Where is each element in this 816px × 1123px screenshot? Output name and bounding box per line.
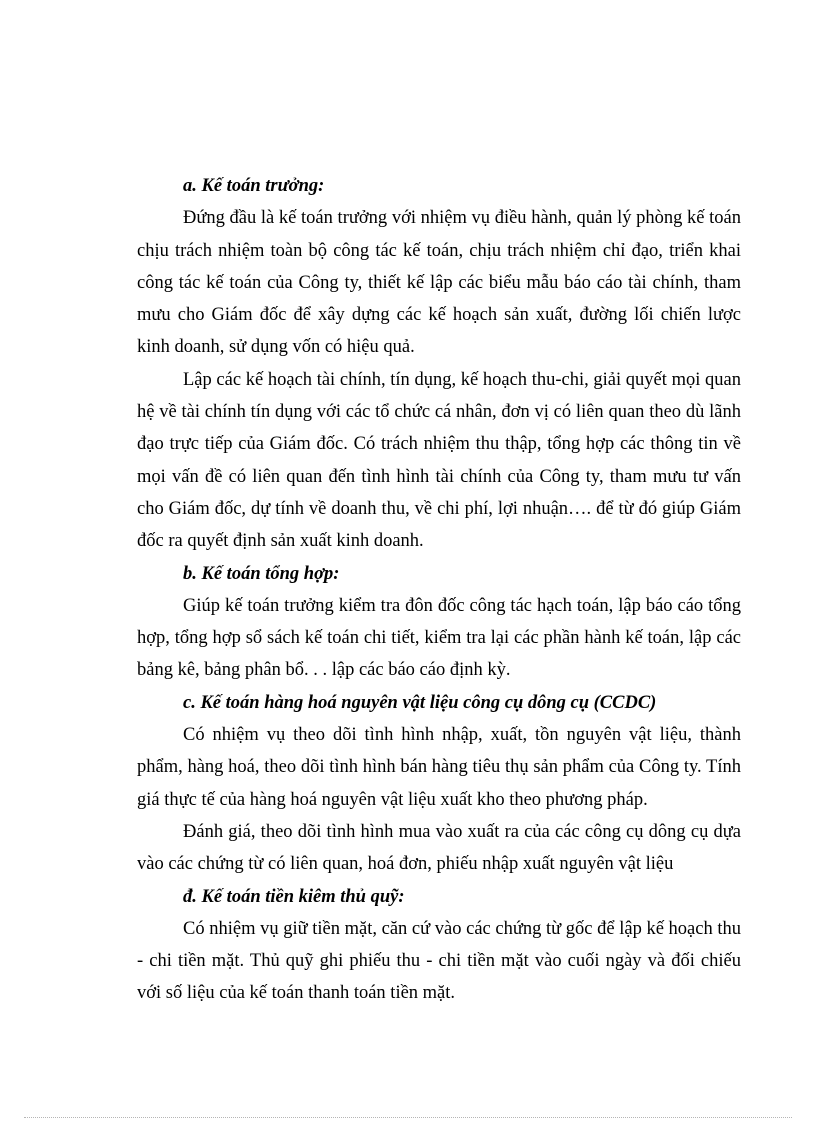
section-heading-ke-toan-tong-hop: b. Kế toán tổng hợp: — [183, 563, 340, 584]
paragraph: Đánh giá, theo dõi tình hình mua vào xuất ra của các công cụ dông cụ dựa vào các chứng từ có liên quan, hoá đơn, phiếu nhập xuất nguyên vật liệu — [137, 821, 741, 875]
paragraph: Có nhiệm vụ theo dõi tình hình nhập, xuất, tồn nguyên vật liệu, thành phẩm, hàng hoá, theo dõi tình hình bán hàng tiêu thụ sản phẩm của Công ty. Tính giá thực tế của hàng hoá nguyên vật liệu xuất kho theo phương pháp. — [137, 725, 741, 810]
footer-divider — [24, 1117, 792, 1118]
paragraph: Giúp kế toán trưởng kiểm tra đôn đốc công tác hạch toán, lập báo cáo tổng hợp, tổng hợp sổ sách kế toán chi tiết, kiểm tra lại các phần hành kế toán, lập các bảng kê, bảng phân bổ. . . lập các báo cáo định kỳ. — [137, 595, 741, 681]
paragraph: Đứng đầu là kế toán trưởng với nhiệm vụ điều hành, quản lý phòng kế toán chịu trách nhiệm toàn bộ công tác kế toán, chịu trách nhiệm chỉ đạo, triển khai công tác kế toán của Công ty, thiết kế lập các biểu mẫu báo cáo tài chính, tham mưu cho Giám đốc để xây dựng các kế hoạch sản xuất, đường lối chiến lược kinh doanh, sử dụng vốn có hiệu quả. — [137, 208, 741, 358]
section-heading-ke-toan-tien: đ. Kế toán tiền kiêm thủ quỹ: — [183, 886, 405, 907]
section-heading-ke-toan-truong: a. Kế toán trưởng: — [183, 176, 325, 196]
paragraph: Có nhiệm vụ giữ tiền mặt, căn cứ vào các chứng từ gốc để lập kế hoạch thu - chi tiền mặt. Thủ quỹ ghi phiếu thu - chi tiền mặt vào cuối ngày và đối chiếu với số liệu của kế toán thanh toán tiền mặt. — [137, 918, 741, 1004]
document-body — [137, 170, 741, 1010]
section-heading-ke-toan-hang-hoa: c. Kế toán hàng hoá nguyên vật liệu công cụ dông cụ (CCDC) — [183, 692, 657, 713]
paragraph: Lập các kế hoạch tài chính, tín dụng, kế hoạch thu-chi, giải quyết mọi quan hệ về tài chính tín dụng với các tổ chức cá nhân, đơn vị có liên quan theo dù lãnh đạo trực tiếp của Giám đốc. Có trách nhiệm thu thập, tổng hợp các thông tin về mọi vấn đề có liên quan đến tình hình tài chính của Công ty, tham mưu tư vấn cho Giám đốc, dự tính về doanh thu, về chi phí, lợi nhuận…. để từ đó giúp Giám đốc ra quyết định sản xuất kinh doanh. — [137, 369, 741, 552]
